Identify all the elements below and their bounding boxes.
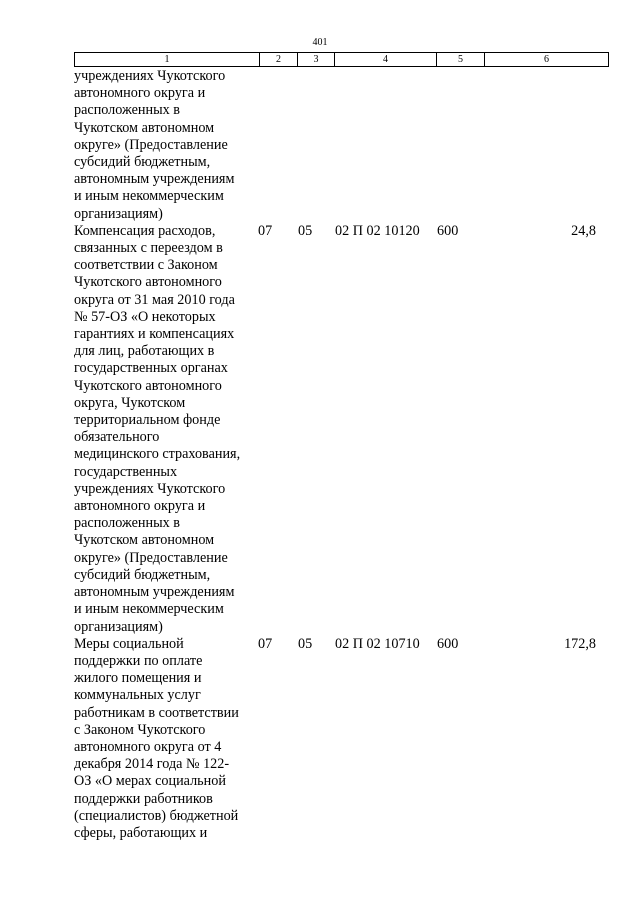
column-header-6: 6: [485, 53, 609, 67]
row-subsection: 05: [298, 222, 313, 239]
budget-table-body: [74, 68, 608, 842]
column-header-row: [75, 53, 609, 67]
column-header-2: 2: [260, 53, 298, 67]
row-target-article: 02 П 02 10710: [335, 635, 420, 652]
row-amount: 24,8: [571, 222, 596, 239]
row-description: учреждениях Чукотского автономного округа и расположенных в Чукотском автономном округе» (Предоставление субсидий бюджетным, автономным учреждениям и иным некоммерческим организациям): [74, 68, 235, 222]
row-section: 07: [258, 222, 273, 239]
row-expense-type: 600: [437, 222, 459, 239]
page-number: 401: [312, 37, 328, 48]
row-subsection: 05: [298, 635, 313, 652]
row-amount: 172,8: [564, 635, 596, 652]
table-row: [74, 636, 608, 842]
row-expense-type: 600: [437, 635, 459, 652]
column-header-1: 1: [75, 53, 260, 67]
row-description: Компенсация расходов, связанных с переездом в соответствии с Законом Чукотского автономного округа от 31 мая 2010 года № 57-ОЗ «О некоторых гарантиях и компенсациях для лиц, работающих в государственных органах Чукотского автономного округа, Чукотском территориальном фонде обязательного медицинского страхования, государственных учреждениях Чукотского автономного округа и расположенных в Чукотском автономном округе» (Предоставление субсидий бюджетным, автономным учреждениям и иным некоммерческим организациям): [74, 222, 241, 635]
row-section: 07: [258, 635, 273, 652]
row-description: Меры социальной поддержки по оплате жилого помещения и коммунальных услуг работникам в соответствии с Законом Чукотского автономного округа от 4 декабря 2014 года № 122- ОЗ «О мерах социальной поддержки работников (специалистов) бюджетной сферы, работающих и: [74, 635, 239, 841]
table-row: [74, 223, 608, 636]
row-target-article: 02 П 02 10120: [335, 222, 420, 239]
column-header-5: 5: [437, 53, 485, 67]
column-header-table: [74, 52, 609, 67]
table-row: [74, 68, 608, 223]
column-header-4: 4: [335, 53, 437, 67]
column-header-3: 3: [298, 53, 335, 67]
